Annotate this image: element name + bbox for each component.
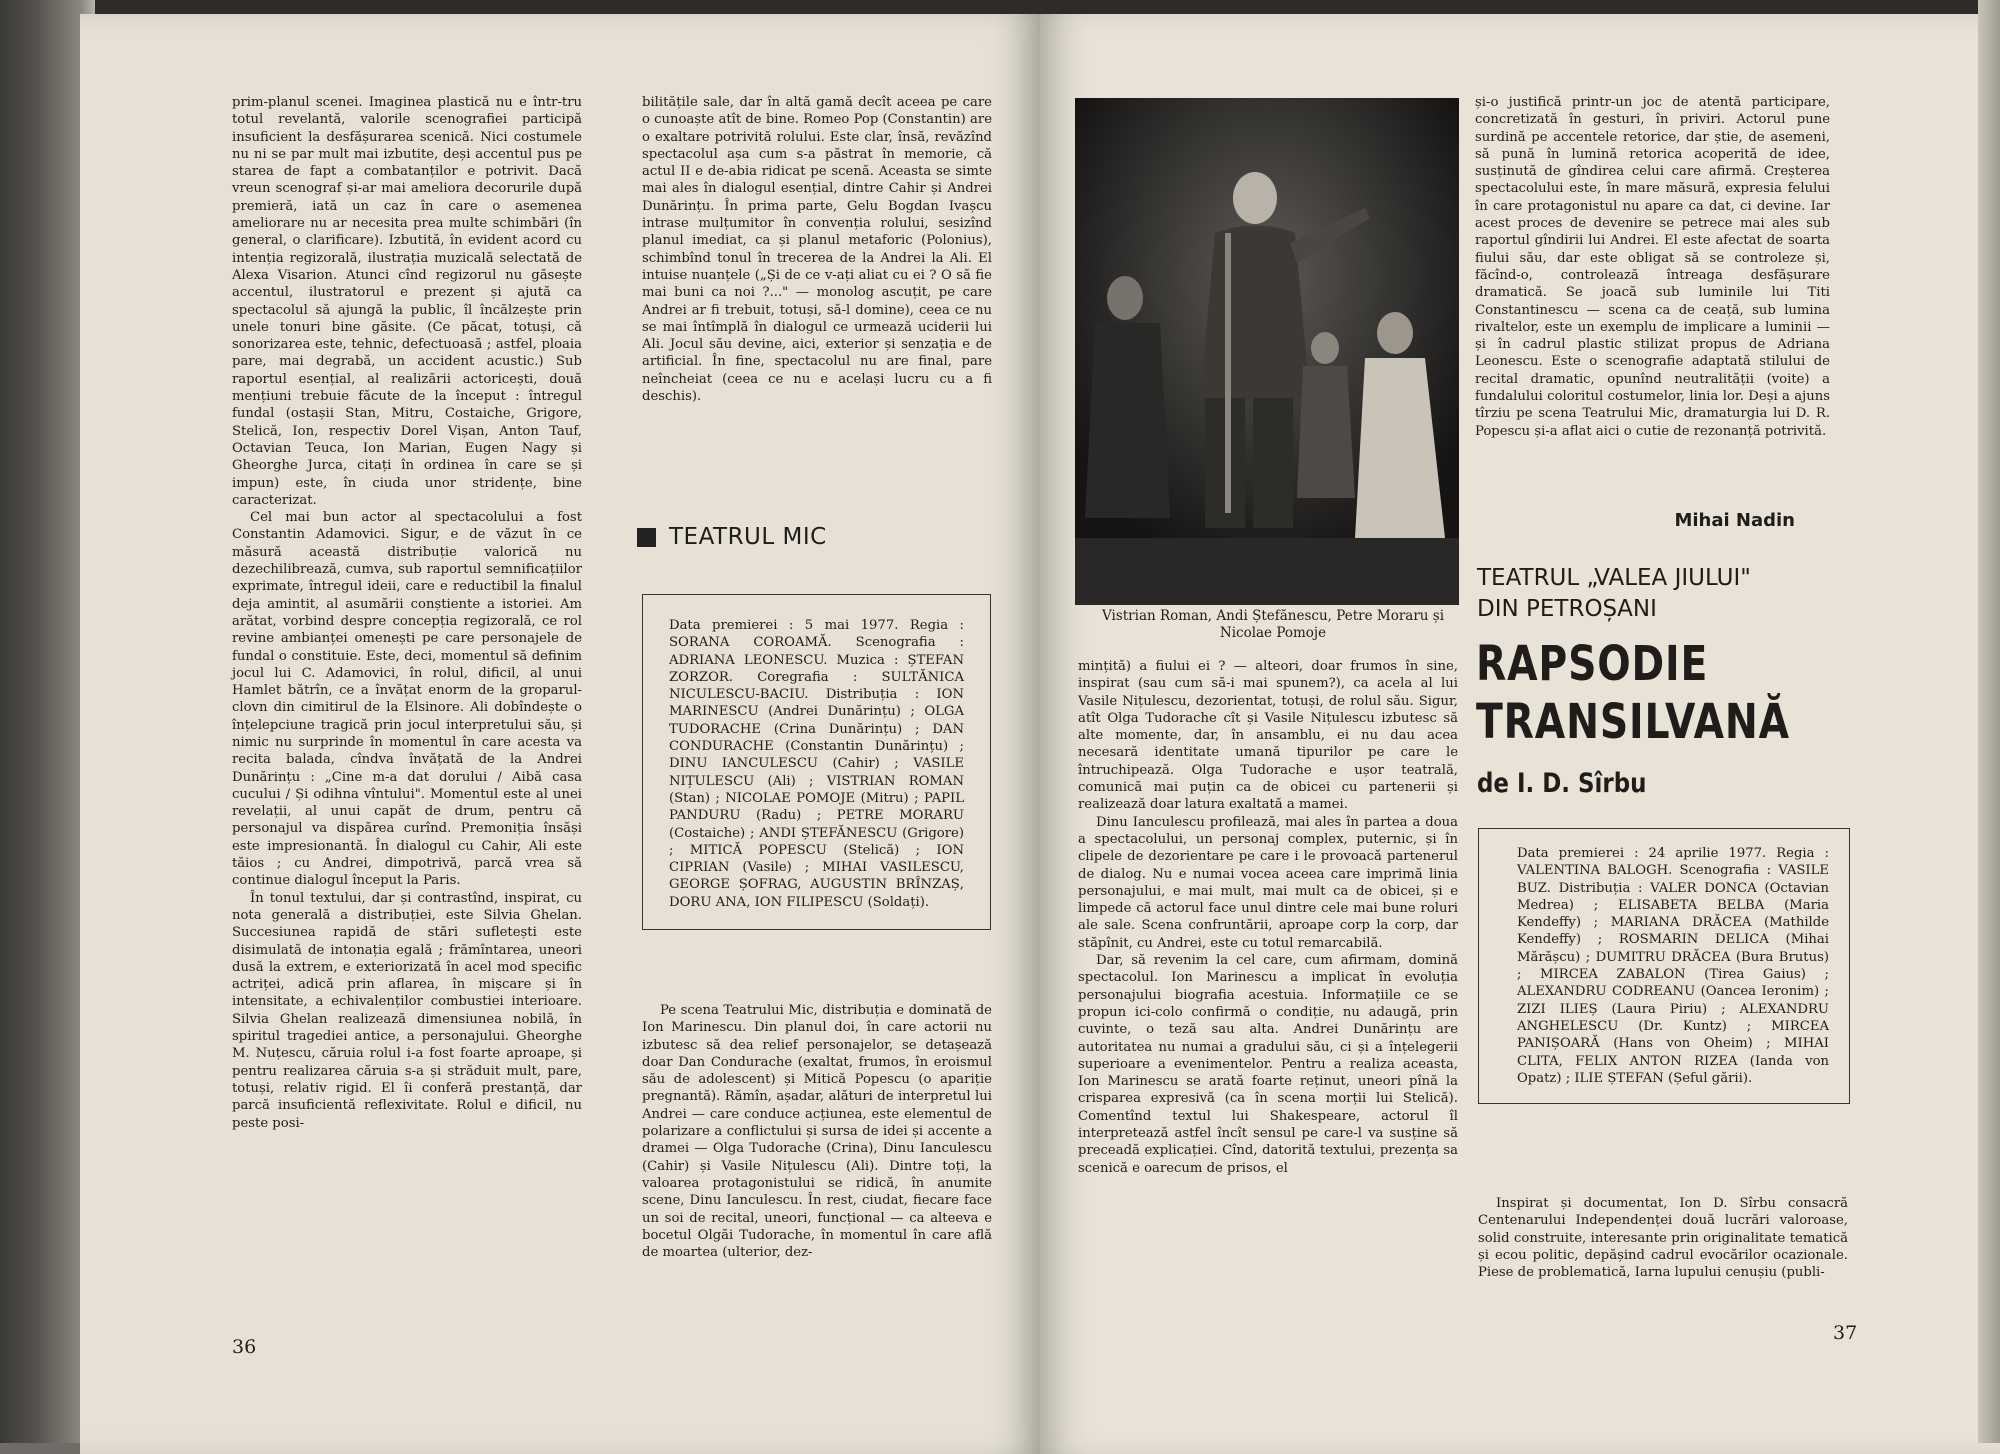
section-title: TEATRUL MIC xyxy=(669,524,827,550)
credits-box xyxy=(642,594,991,930)
play-title-1: RAPSODIE xyxy=(1476,636,1709,692)
section-heading xyxy=(637,524,827,550)
paragraph: În tonul textului, dar și contrastînd, inspirat, cu nota generală a distribuției, este Silvia Ghelan. Succesiunea rapidă de stări sufletești este disimulată de intonația egală ; frămîntarea, uneori dusă la extrem, e exteriorizată în acel mod specific actriței, adică prin aflarea, în mișcare și în intensitate, a echivalenților combustiei interioare. Silvia Ghelan realizează dimensiunea nobilă, în spiritul tragediei antice, a personajului. Gheorghe M. Nuțescu, căruia rolul i-a fost foarte aproape, și pentru realizarea căruia s-a și străduit mult, pare, totuși, relativ rigid. El îi conferă prestanță, dar parcă insuficientă reflexivitate. Rolul e dificil, nu peste posi- xyxy=(232,890,582,1131)
theatre-heading-1: TEATRUL „VALEA JIULUI" xyxy=(1477,565,1751,591)
paragraph: Dinu Ianculescu profilează, mai ales în partea a doua a spectacolului, un personaj complex, puternic, și în clipele de dezorientare pe care i le provoacă partenerul de dialog. Nu e numai vocea aceea care imprimă linia personajului, e mai mult, mai mult ca de obicei, și e limpede că actorul face unul dintre cele mai bune roluri ale sale. Scena confruntării, aproape corp la corp, dar stăpînit, cu Andrei, este cu totul remarcabilă. xyxy=(1078,814,1458,951)
page-number: 37 xyxy=(1833,1322,1858,1344)
page-edge xyxy=(1978,0,2000,1443)
top-edge xyxy=(0,0,2000,14)
author-name: Mihai Nadin xyxy=(1674,510,1795,531)
left-column-2 xyxy=(642,94,992,405)
right-column-2b xyxy=(1478,1195,1848,1281)
paragraph: Cel mai bun actor al spectacolului a fost Constantin Adamovici. Sigur, e de văzut în ce măsură această distribuție valorică nu dezechilibrează, cumva, sub raportul semnificațiilor exprimate, întregul ideii, care e reductibil la finalul deja amintit, al asumării conștiente a istoriei. Am arătat, vorbind despre concepția regizorală, ce rol revine ambianței omenești pe care personajele de fundal o constituie. Este, deci, momentul să definim jocul lui C. Adamovici, în rolul, dificil, al unui Hamlet bătrîn, ce a învățat enorm de la groparul-clovn din cimitirul de la Elsinore. Ali dobîndește o înțelepciune tragică prin jocul interpretului său, și nimic nu surprinde în momentul în care acesta va recita balada, cîndva învățată de la Andrei Dunărințu : „Cine m-a dat dorului / Aibă casa cucului / Și odihna vîntului". Momentul este al unei revelații, al unui capăt de drum, pentru că personajul va dispărea curînd. Premoniția însăși este impresionantă. În dialogul cu Cahir, Ali este tăios ; cu Andrei, dimpotrivă, parcă vrea să continue dialogul început la Paris. xyxy=(232,510,582,889)
right-column-2 xyxy=(1475,94,1830,440)
paragraph: bilitățile sale, dar în altă gamă decît aceea pe care o cunoaște atît de bine. Romeo Pop (Constantin) are o exaltare potrivită rolului. Este clar, însă, revăzînd spectacolul așa cum s-a păstrat în memorie, că actul II e de-abia ridicat pe scenă. Aceasta se simte mai ales în dialogul esențial, dintre Cahir și Andrei Dunărințu. În prima parte, Gelu Bogdan Ivașcu intrase mulțumitor în convenția rolului, sesizînd planul imediat, ca și planul metaforic (Polonius), schimbînd tonul în trecerea de la Andrei la Ali. El intuise nuanțele („Și de ce v-ați aliat cu ei ? O să fie mai buni ca noi ?..." — monolog ascuțit, pe care Andrei ar fi trebuit, totuși, să-l domine), ceea ce nu se mai întîmplă în dialogul ce urmează uciderii lui Ali. Jocul său devine, aici, exterior și senzația e de artificial. În fine, spectacolul nu are final, pare neîncheiat (ceea ce nu e același lucru cu a fi deschis). xyxy=(642,95,992,405)
paragraph: și-o justifică printr-un joc de atentă participare, concretizată în gesturi, în priviri. Actorul pune surdină pe accentele retorice, dar știe, de asemeni, să pună în lumină retorica acoperită de idee, susținută de gîndirea celui care afirmă. Creșterea spectacolului este, în mare măsură, expresia felului în care protagonistul nu apare ca dat, ci devine. Iar acest proces de devenire se petrece mai ales sub raportul gîndirii lui Andrei. El este afectat de soarta fiului său, dar este obligat să se controleze și, făcînd-o, controlează întreaga desfășurare dramatică. Se joacă sub luminile lui Titi Constantinescu — scena ca de ceață, sub lumina rivaltelor, este un exemplu de implicare a luminii — și în cadrul plastic stilizat propus de Adriana Leonescu. Este o scenografie adaptată stilului de recital dramatic, opunînd neutralității (voite) a fundalului coloritul costumelor, linia lor. Deși a ajuns tîrziu pe scena Teatrului Mic, dramaturgia lui D. R. Popescu și-a aflat aici o cutie de rezonanță potrivită. xyxy=(1475,95,1830,439)
paragraph: prim-planul scenei. Imaginea plastică nu e într-tru totul revelantă, valorile scenografiei participă insuficient la desfășurarea scenică. Nici costumele nu ni se par mult mai izbutite, deși accentul pus pe starea de fapt a combatanților e potrivit. Dacă vreun scenograf și-ar mai ameliora decorurile după premieră, iată un caz în care o asemenea ameliorare nu ar necesita prea multe schimbări (în general, o clarificare). Izbutită, în evident acord cu intenția regizorală, ilustrația muzicală selectată de Alexa Visarion. Atunci cînd regizorul nu găsește accentul, ilustratorul e prezent și ajută ca spectacolul să ajungă la public, îl încălzește prin unele tonuri bine găsite. (Ce păcat, totuși, că sonorizarea este, tehnic, defectuoasă ; astfel, ploaia pare, mai degrabă, un accident acustic.) Sub raportul esențial, al realizării actoricești, două mențiuni trebuie făcute de la început : întregul fundal (ostașii Stan, Mitru, Costaiche, Grigore, Stelică, Ion, respectiv Dorel Vișan, Anton Tauf, Octavian Teuca, Ion Marian, Eugen Nagy și Gheorghe Jurca, citați în ordinea în care se și impun) este, în ciuda unor stridențe, bine caracterizat. xyxy=(232,95,582,508)
stage-photo-illustration xyxy=(1075,98,1459,605)
paragraph: mințită) a fiului ei ? — alteori, doar frumos în sine, inspirat (sau cum să-i mai spunem?), ca acela al lui Vasile Nițulescu, dezorientat, totuși, de rolul său. Sigur, atît Olga Tudorache cît și Vasile Nițulescu izbutesc să alte momente, dar, în ansamblu, ei nu dau acea necesară identitate umană tipurilor pe care le întruchipează. Olga Tudorache e ușor teatrală, comunică mai puțin ca de obicei cu partenerii și realizează doar latura exaltată a mamei. xyxy=(1078,659,1458,813)
paragraph: Dar, să revenim la cel care, cum afirmam, domină spectacolul. Ion Marinescu a implicat în evoluția personajului biografia acestuia. Informațiile ce se propun ici-colo confirmă o condiție, nu adaugă, prin cuvinte, o teză sau alta. Andrei Dunărințu are autoritatea nu numai a gradului său, ci și a înțelegerii superioare a evenimentelor. Pentru a realiza aceasta, Ion Marinescu se arată foarte reținut, uneori pînă la crisparea expresivă (ca în scena morții lui Stelică). Comentînd textul lui Shakespeare, actorul îl interpretează astfel încît sensul pe care-l va susține să preceadă explicației. Cînd, datorită textului, prezența sa scenică e oarecum de prisos, el xyxy=(1078,953,1458,1176)
credits-text: Data premierei : 24 aprilie 1977. Regia : VALENTINA BALOGH. Scenografia : VASILE BUZ. Distribuția : VALER DONCA (Octavian Medrea) ; ELISABETA BELBA (Maria Kendeffy) ; MARIANA DRĂCEA (Mathilde Kendeffy) ; ROSMARIN DELICA (Mihai Mărășcu) ; DUMITRU DRĂCEA (Bura Brutus) ; MIRCEA ZABALON (Tirea Gaius) ; ALEXANDRU CODREANU (Oancea Ieronim) ; ZIZI ILIEȘ (Laura Piriu) ; ALEXANDRU ANGHELESCU (Dr. Kuntz) ; MIRCEA PANIȘOARĂ (Hans von Oheim) ; MIHAI CLITA, FELIX ANTON RIZEA (Ianda von Opatz) ; ILIE ȘTEFAN (Șeful gării). xyxy=(1517,846,1829,1086)
right-column-1 xyxy=(1078,658,1458,1177)
left-page xyxy=(80,14,1040,1454)
theatre-heading-2: DIN PETROȘANI xyxy=(1477,596,1657,622)
square-bullet-icon xyxy=(637,528,656,547)
byline: de I. D. Sîrbu xyxy=(1477,768,1647,799)
author-signature xyxy=(1674,510,1795,531)
paragraph: Pe scena Teatrului Mic, distribuția e dominată de Ion Marinescu. Din planul doi, în care actorii nu izbutesc să dea relief personajelor, se detașează doar Dan Condurache (exaltat, frumos, în eroismul său de adolescent) și Mitică Popescu (o apariție pregnantă). Rămîn, așadar, alături de interpretul lui Andrei — care conduce acțiunea, este elementul de polarizare a conflictului și sursa de idei și accente a dramei — Olga Tudorache (Crina), Dinu Ianculescu (Cahir) și Vasile Nițulescu (Ali). Dintre toți, la valoarea protagonistului se ridică, în anumite scene, Dinu Ianculescu. În rest, ciudat, fiecare face un soi de recital, uneori, funcțional — ca alteeva e bocetul Olgăi Tudorache, în momentul în care află de moartea (ulterior, dez- xyxy=(642,1003,992,1261)
left-column-1 xyxy=(232,94,582,1132)
play-title-2: TRANSILVANĂ xyxy=(1476,694,1790,750)
paragraph: Inspirat și documentat, Ion D. Sîrbu consacră Centenarului Independenței două lucrări valoroase, solid construite, interesante prin originalitate tematică și ecou politic, depășind cadrul evocărilor ocazionale. Piese de problematică, Iarna lupului cenușiu (publi- xyxy=(1478,1196,1848,1281)
credits-box-2 xyxy=(1478,828,1850,1104)
production-photo xyxy=(1075,98,1459,605)
photo-caption: Vistrian Roman, Andi Ștefănescu, Petre Moraru și Nicolae Pomoje xyxy=(1101,608,1445,641)
credits-text: Data premierei : 5 mai 1977. Regia : SORANA COROAMĂ. Scenografia : ADRIANA LEONESCU. Muzica : ȘTEFAN ZORZOR. Coregrafia : SULTĂNICA NICULESCU-BACIU. Distribuția : ION MARINESCU (Andrei Dunărințu) ; OLGA TUDORACHE (Crina Dunărințu) ; DAN CONDURACHE (Constantin Dunărințu) ; DINU IANCULESCU (Cahir) ; VASILE NIȚULESCU (Ali) ; VISTRIAN ROMAN (Stan) ; NICOLAE POMOJE (Mitru) ; PAPIL PANDURU (Radu) ; PETRE MORARU (Costaiche) ; ANDI ȘTEFĂNESCU (Grigore) ; MITICĂ POPESCU (Stelică) ; ION CIPRIAN (Vasile) ; MIHAI VASILESCU, GEORGE ȘOFRAG, AUGUSTIN BRÎNZAȘ, DORU ANA, ION FILIPESCU (Soldați). xyxy=(669,618,964,910)
page-number: 36 xyxy=(232,1336,257,1358)
left-column-2b xyxy=(642,1002,992,1261)
